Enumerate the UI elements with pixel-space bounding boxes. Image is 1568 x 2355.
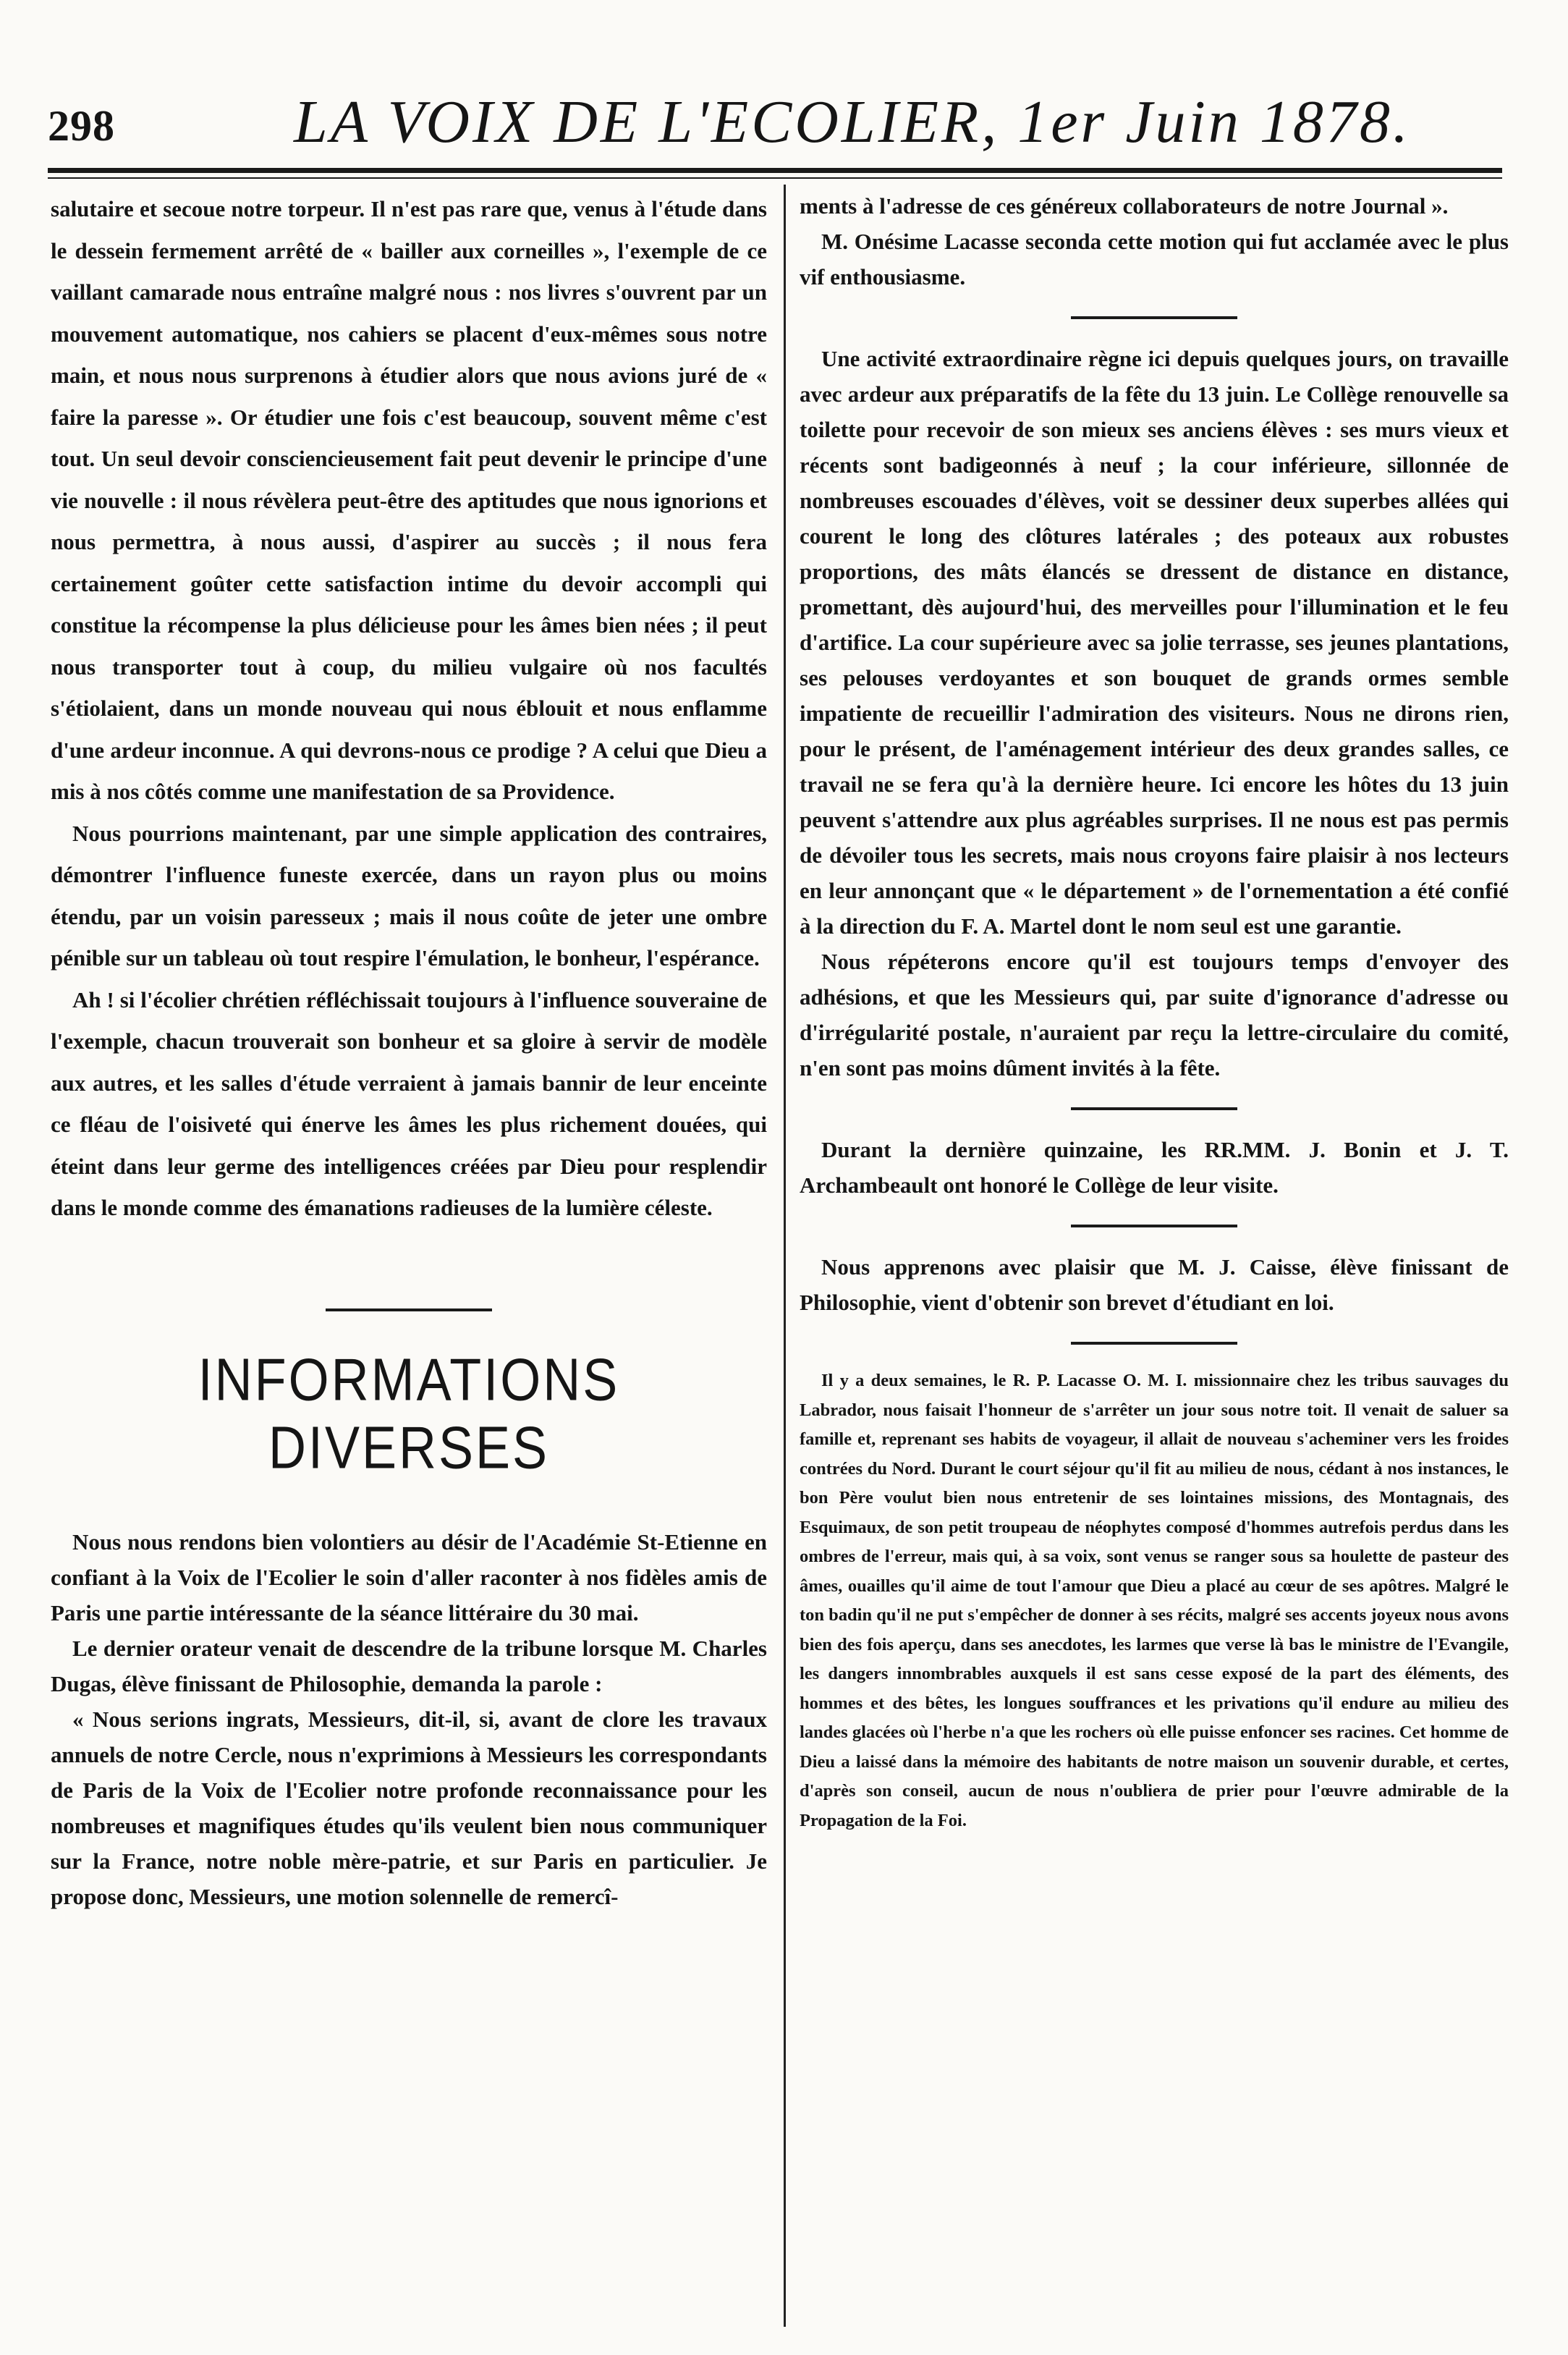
lacasse-paragraph: Il y a deux semaines, le R. P. Lacasse O. M. I. missionnaire chez les tribus sauvages du Labrador, nous faisait l'honneur de s'arrêter un jour sous notre toit. Il venait de saluer sa famille et, reprenant ses habits de voyageur, il allait de nouveau s'acheminer vers les froides contrées du Nord. Durant le court séjour qu'il fit au milieu de nous, cédant à nos instances, le bon Père voulut bien nous entretenir de ses lointaines missions, des Montagnais, des Esquimaux, de son petit troupeau de néophytes composé d'hommes autrefois perdus dans les ombres de l'erreur, mais qui, à sa voix, sont venus se ranger sous sa houlette de pasteur des âmes, ouailles qu'il aime de tout l'amour que Dieu a placé au cœur de ses apôtres. Malgré le ton badin qu'il ne put s'empêcher de donner à ses récits, malgré ses accents joyeux nous avons bien des fois aperçu, dans ses anecdotes, les larmes que verse là bas le ministre de l'Evangile, les dangers innombrables auxquels il est sans cesse exposé de la part des éléments, des hommes et des bêtes, les longues souffrances et les privations qu'il endure au milieu des landes glacées où l'herbe n'a que les rochers où elle puisse enfoncer ses racines. Cet homme de Dieu a laissé dans la mémoire des habitants de notre maison un souvenir durable, et certes, d'après son conseil, aucun de nous n'oubliera de prier pour l'œuvre admirable de la Propagation de la Foi. bbox=[800, 1371, 1509, 1830]
info-paragraph: « Nous serions ingrats, Messieurs, dit-il, si, avant de clore les travaux annuels de notre Cercle, nous n'exprimions à Messieurs les correspondants de Paris de la Voix de l'Ecolier notre profonde reconnaissance pour les nombreuses et magnifiques études qu'ils veulent bien nous communiquer sur la France, notre noble mère-patrie, et sur Paris en particulier. Je propose donc, Messieurs, une motion solennelle de remercî- bbox=[51, 1706, 767, 1909]
continuation-paragraph: ments à l'adresse de ces généreux collaborateurs de notre Journal ». bbox=[800, 193, 1449, 219]
fete-paragraph: Nous répéterons encore qu'il est toujours temps d'envoyer des adhésions, et que les Messieurs qui, par suite d'ignorance d'adresse ou d'irrégularité postale, n'auraient par reçu la lettre-circulaire du comité, n'en sont pas moins dûment invités à la fête. bbox=[800, 949, 1509, 1081]
article-paragraph: salutaire et secoue notre torpeur. Il n'est pas rare que, venus à l'étude dans le dessein fermement arrêté de « bailler aux corneilles », l'exemple de ce vaillant camarade nous entraîne malgré nous : nos livres s'ouvrent par un mouvement automatique, nos cahiers se placent d'eux-mêmes sous notre main, et nous nous surprenons à étudier alors que nous avions juré de « faire la paresse ». Or étudier une fois c'est beaucoup, souvent même c'est tout. Un seul devoir consciencieusement fait peut devenir le principe d'une vie nouvelle : il nous révèlera peut-être des aptitudes que nous ignorions et nous permettra, à nous aussi, d'aspirer au succès ; il nous fera certainement goûter cette satisfaction intime du devoir accompli qui constitue la récompense la plus délicieuse pour les âmes bien nées ; il peut nous transporter tout à coup, du milieu vulgaire où nos facultés s'étiolaient, dans un monde nouveau qui nous éblouit et nous enflamme d'une ardeur inconnue. A qui devrons-nous ce prodige ? A celui que Dieu a mis à nos côtés comme une manifestation de sa Providence. bbox=[51, 196, 767, 804]
separator-rule bbox=[1071, 1342, 1237, 1345]
visit-paragraph: Durant la dernière quinzaine, les RR.MM. J. Bonin et J. T. Archambeault ont honoré le Collège de leur visite. bbox=[800, 1137, 1509, 1198]
column-divider bbox=[784, 185, 786, 2327]
journal-title: LA VOIX DE L'ECOLIER, 1er Juin 1878. bbox=[294, 88, 1411, 156]
section-heading: INFORMATIONS DIVERSES bbox=[198, 1346, 620, 1481]
masthead bbox=[48, 87, 1495, 166]
caisse-paragraph: Nous apprenons avec plaisir que M. J. Caisse, élève finissant de Philosophie, vient d'obtenir son brevet d'étudiant en loi. bbox=[800, 1254, 1509, 1315]
article-paragraph: Ah ! si l'écolier chrétien réfléchissait toujours à l'influence souveraine de l'exemple, chacun trouverait son bonheur et sa gloire à servir de modèle aux autres, et les salles d'étude verraient à jamais bannir de leur enceinte ce fléau de l'oisiveté qui énerve les âmes les plus richement douées, qui éteint dans leur germe des intelligences créées par Dieu pour resplendir dans le monde comme des émanations radieuses de la lumière céleste. bbox=[51, 986, 767, 1220]
masthead-rule-thick bbox=[48, 168, 1502, 173]
separator-rule bbox=[1071, 1225, 1237, 1227]
info-paragraph: Nous nous rendons bien volontiers au désir de l'Académie St-Etienne en confiant à la Voix de l'Ecolier le soin d'aller raconter à nos fidèles amis de Paris une partie intéressante de la séance littéraire du 30 mai. bbox=[51, 1529, 767, 1625]
fete-paragraph: Une activité extraordinaire règne ici depuis quelques jours, on travaille avec ardeur aux préparatifs de la fête du 13 juin. Le Collège renouvelle sa toilette pour recevoir de son mieux ses anciens élèves : ses murs vieux et récents sont badigeonnés à neuf ; la cour inférieure, sillonnée de nombreuses escouades d'élèves, voit se dessiner deux superbes allées qui courent le long des clôtures latérales ; des poteaux aux robustes proportions, des mâts élancés se dressent de distance en distance, promettant, dès aujourd'hui, des merveilles pour l'illumination et le feu d'artifice. La cour supérieure avec sa jolie terrasse, ses jeunes plantations, ses pelouses verdoyantes et son bouquet de grands ormes semble impatiente de recueillir l'admiration des visiteurs. Nous ne dirons rien, pour le présent, de l'aménagement intérieur des deux grandes salles, ce travail ne se fera qu'à la dernière heure. Ici encore les hôtes du 13 juin peuvent s'attendre aux plus agréables surprises. Il ne nous est pas permis de dévoiler tous les secrets, mais nous croyons faire plaisir à nos lecteurs en leur annonçant que « le département » de l'ornementation a été confié à la direction du F. A. Martel dont le nom seul est une garantie. bbox=[800, 346, 1509, 939]
continuation-paragraph: M. Onésime Lacasse seconda cette motion qui fut acclamée avec le plus vif enthousiasme. bbox=[800, 229, 1509, 289]
separator-rule bbox=[1071, 316, 1237, 319]
right-column bbox=[800, 188, 1509, 1835]
page-number: 298 bbox=[48, 102, 115, 150]
left-column bbox=[51, 188, 767, 1914]
article-paragraph: Nous pourrions maintenant, par une simple application des contraires, démontrer l'influence funeste exercée, dans un rayon plus ou moins étendu, par un voisin paresseux ; mais il nous coûte de jeter une ombre pénible sur un tableau où tout respire l'émulation, le bonheur, l'espérance. bbox=[51, 820, 767, 971]
masthead-rule-thin bbox=[48, 177, 1502, 179]
separator-rule bbox=[1071, 1107, 1237, 1110]
separator-rule bbox=[326, 1308, 492, 1311]
info-paragraph: Le dernier orateur venait de descendre de la tribune lorsque M. Charles Dugas, élève finissant de Philosophie, demanda la parole : bbox=[51, 1635, 767, 1696]
